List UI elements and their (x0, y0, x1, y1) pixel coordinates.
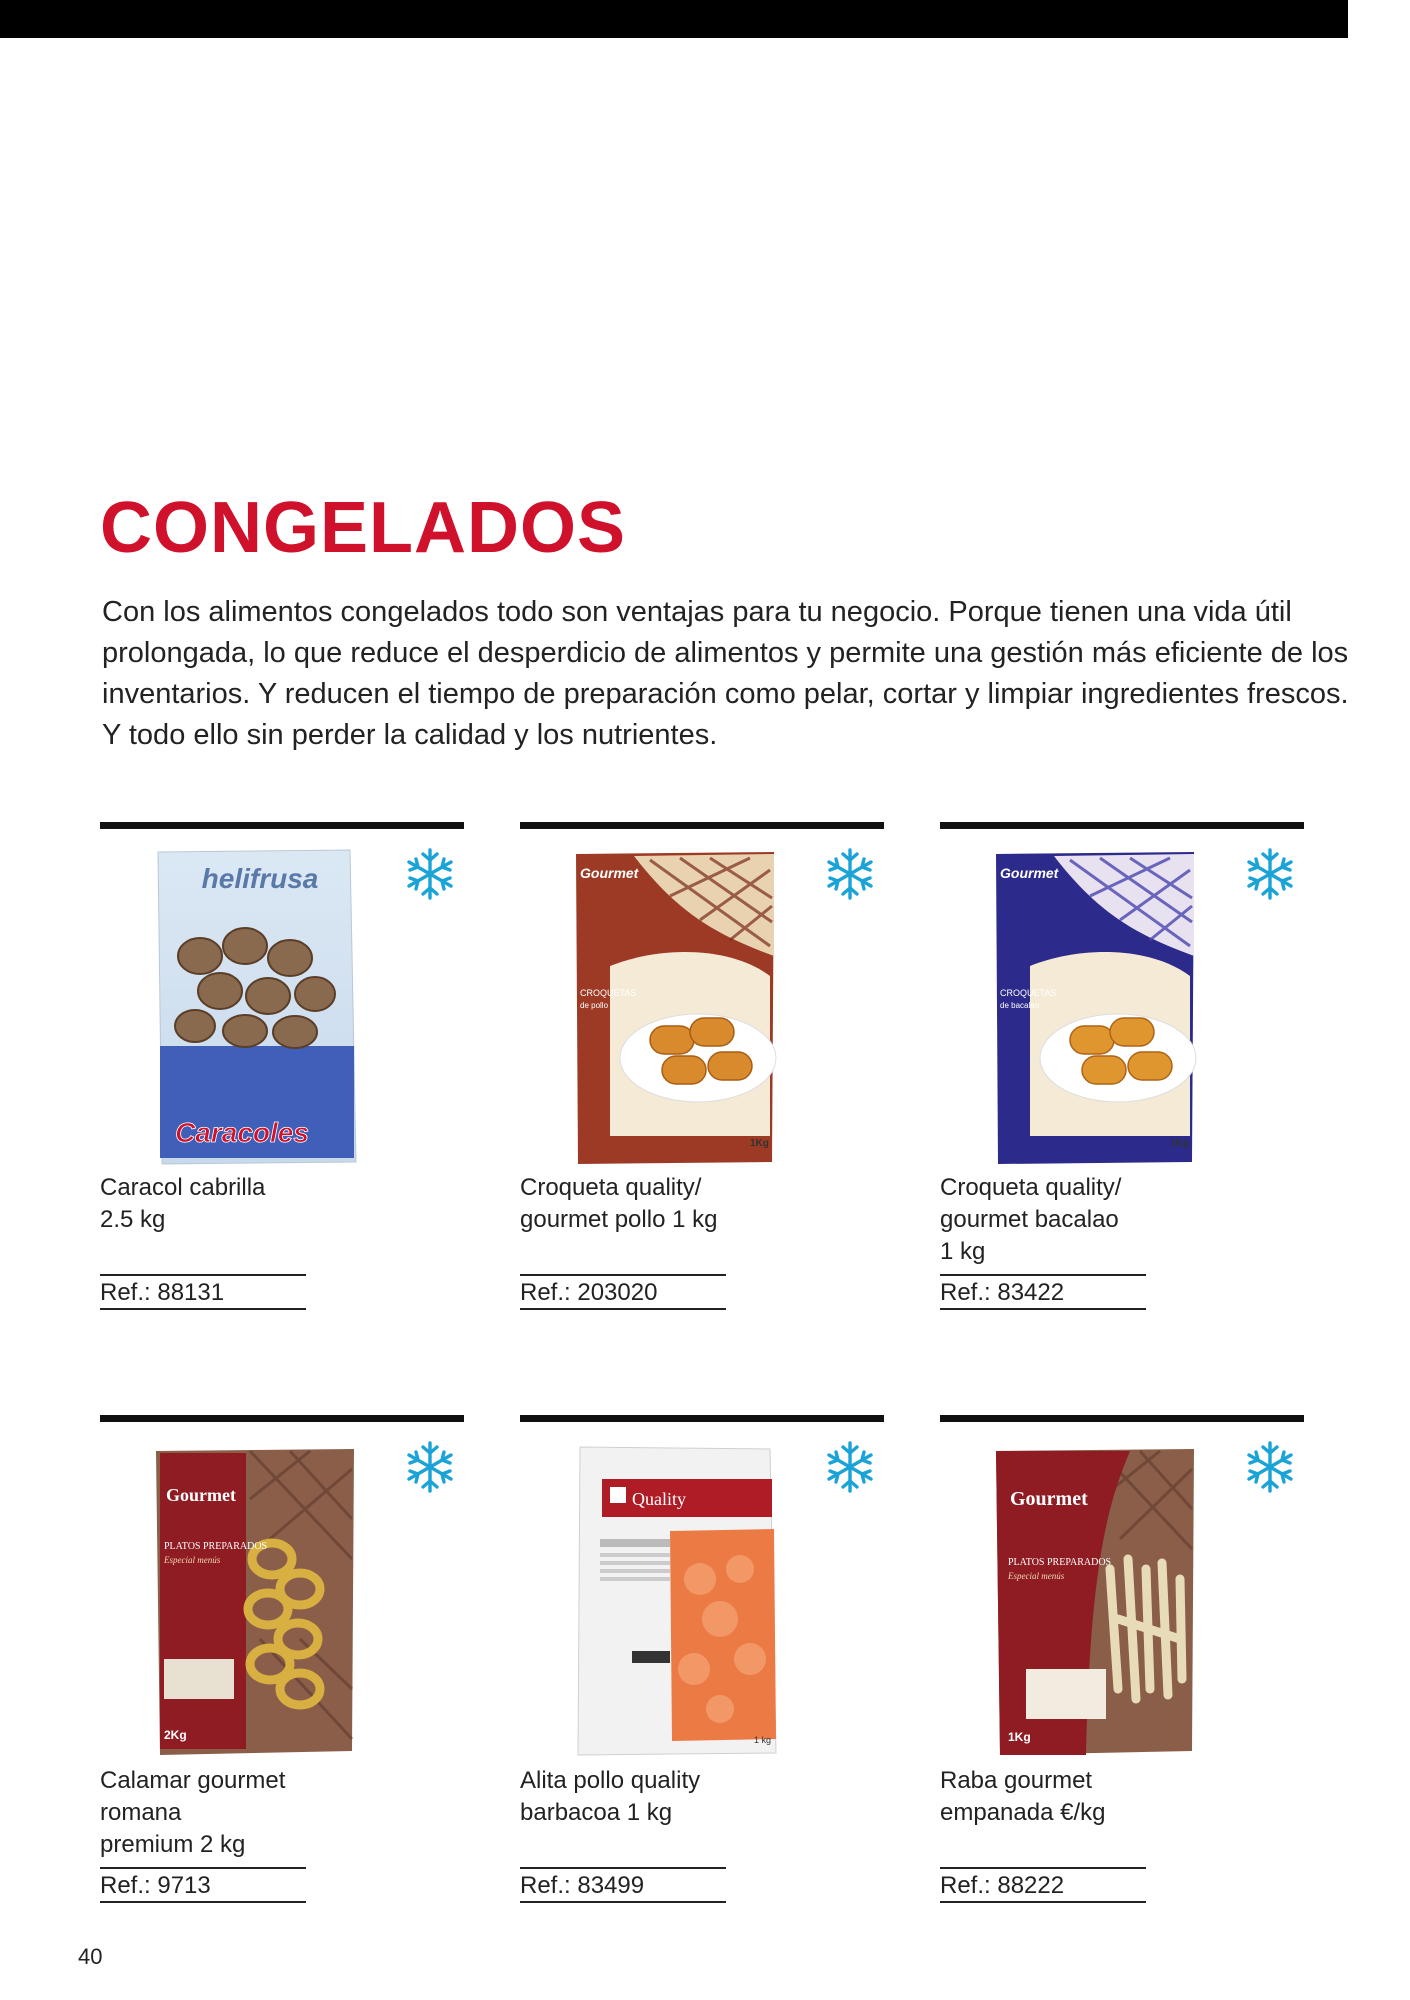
svg-text:CROQUETAS: CROQUETAS (580, 988, 637, 998)
svg-text:Especial menús: Especial menús (1008, 1571, 1065, 1581)
svg-text:Gourmet: Gourmet (580, 865, 639, 881)
card-top-rule (100, 822, 464, 829)
snowflake-icon (402, 1439, 458, 1495)
ref-top-rule (100, 1867, 306, 1869)
product-card (940, 1415, 1304, 1935)
svg-text:Caracoles: Caracoles (175, 1117, 309, 1148)
ref-bottom-rule (100, 1901, 306, 1903)
product-name: Alita pollo quality barbacoa 1 kg (520, 1767, 701, 1826)
top-bar (0, 0, 1348, 38)
product-image-calamar (150, 1439, 360, 1759)
product-name: Calamar gourmet romana premium 2 kg (100, 1767, 286, 1858)
card-top-rule (520, 822, 884, 829)
svg-text:Gourmet: Gourmet (166, 1485, 236, 1505)
product-card (520, 1415, 884, 1935)
ref-top-rule (520, 1274, 726, 1276)
product-image-caracol (150, 846, 360, 1166)
snowflake-icon (1242, 1439, 1298, 1495)
card-top-rule (520, 1415, 884, 1422)
svg-text:1Kg: 1Kg (1170, 1138, 1189, 1149)
snowflake-icon (822, 1439, 878, 1495)
snowflake-icon (822, 846, 878, 902)
snowflake-icon (1242, 846, 1298, 902)
product-card (100, 822, 464, 1342)
product-ref: Ref.: 88131 (100, 1279, 225, 1306)
svg-text:PLATOS PREPARADOS: PLATOS PREPARADOS (1008, 1557, 1112, 1568)
product-name: Croqueta quality/ gourmet pollo 1 kg (520, 1174, 718, 1233)
ref-top-rule (520, 1867, 726, 1869)
svg-text:de bacalao: de bacalao (1000, 1001, 1040, 1010)
svg-text:Especial menús: Especial menús (164, 1555, 221, 1565)
card-top-rule (940, 1415, 1304, 1422)
svg-text:Quality: Quality (632, 1489, 686, 1509)
product-image-croqueta-pollo (570, 846, 780, 1166)
product-ref: Ref.: 88222 (940, 1872, 1065, 1899)
ref-bottom-rule (100, 1308, 306, 1310)
product-ref: Ref.: 83499 (520, 1872, 645, 1899)
svg-text:1 kg: 1 kg (754, 1735, 772, 1745)
product-card (520, 822, 884, 1342)
product-image-raba (990, 1439, 1200, 1759)
product-ref: Ref.: 203020 (520, 1279, 658, 1306)
product-image-alita (570, 1439, 780, 1759)
product-name: Caracol cabrilla 2.5 kg (100, 1174, 266, 1233)
svg-text:1Kg: 1Kg (1008, 1730, 1031, 1744)
svg-text:PLATOS PREPARADOS: PLATOS PREPARADOS (164, 1541, 268, 1552)
svg-text:CROQUETAS: CROQUETAS (1000, 988, 1057, 998)
svg-text:1Kg: 1Kg (750, 1138, 769, 1149)
svg-text:2Kg: 2Kg (164, 1728, 187, 1742)
ref-top-rule (100, 1274, 306, 1276)
card-top-rule (940, 822, 1304, 829)
ref-bottom-rule (940, 1901, 1146, 1903)
svg-text:Gourmet: Gourmet (1000, 865, 1059, 881)
product-card (940, 822, 1304, 1342)
page-number: 40 (78, 1944, 103, 1969)
ref-bottom-rule (520, 1901, 726, 1903)
snowflake-icon (402, 846, 458, 902)
ref-bottom-rule (940, 1308, 1146, 1310)
page-title: CONGELADOS (100, 488, 627, 568)
svg-text:helifrusa: helifrusa (201, 863, 319, 894)
product-ref: Ref.: 83422 (940, 1279, 1065, 1306)
ref-top-rule (940, 1274, 1146, 1276)
svg-text:Gourmet: Gourmet (1010, 1488, 1088, 1510)
product-image-croqueta-bacalao (990, 846, 1200, 1166)
intro-paragraph: Con los alimentos congelados todo son ventajas para tu negocio. Porque tienen una vida útil prolongada, lo que reduce el desperdicio de alimentos y permite una gestión más eficiente de los inventarios. Y reducen el tiempo de preparación como pelar, cortar y limpiar ingredientes frescos. Y todo ello sin perder la calidad y los nutrientes. (102, 596, 1349, 751)
product-name: Croqueta quality/ gourmet bacalao 1 kg (940, 1174, 1122, 1265)
product-ref: Ref.: 9713 (100, 1872, 211, 1899)
svg-text:de pollo: de pollo (580, 1001, 609, 1010)
ref-bottom-rule (520, 1308, 726, 1310)
ref-top-rule (940, 1867, 1146, 1869)
product-name: Raba gourmet empanada €/kg (940, 1767, 1106, 1826)
product-card (100, 1415, 464, 1935)
card-top-rule (100, 1415, 464, 1422)
